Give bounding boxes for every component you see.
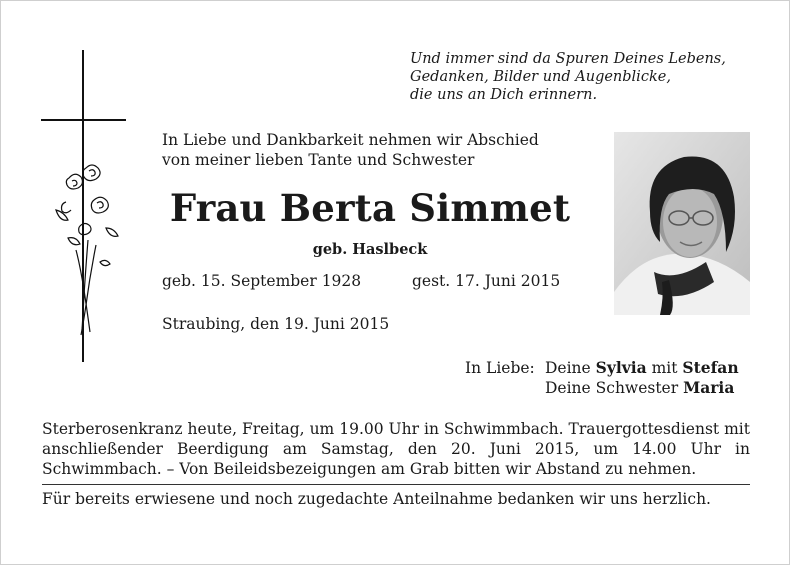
mourners-block [465, 358, 765, 398]
intro-line: In Liebe und Dankbarkeit nehmen wir Abschied [162, 131, 539, 149]
mourners-row [465, 358, 765, 378]
divider [42, 484, 750, 485]
deceased-name: Frau Berta Simmet [169, 186, 571, 230]
poem-line: Und immer sind da Spuren Deines Lebens, [410, 51, 726, 67]
mourners-row [465, 378, 765, 398]
portrait-photo [614, 132, 750, 315]
intro-text [162, 130, 602, 170]
mourner-entry: Deine Sylvia mit Stefan [545, 358, 739, 377]
birth-date: geb. 15. September 1928 [162, 272, 362, 290]
death-date: gest. 17. Juni 2015 [412, 272, 561, 290]
mourners-label: In Liebe: [465, 359, 535, 377]
mourner-name: Sylvia [595, 358, 647, 377]
poem-line: Gedanken, Bilder und Augenblicke, [410, 69, 671, 85]
funeral-notice: Sterberosenkranz heute, Freitag, um 19.00 Uhr in Schwimmbach. Trauergottesdienst mit anschließender Beerdigung am Samstag, den 20. Juni 2015, um 14.00 Uhr in Schwimmbach. – Von Beileidsbezeigungen am Grab bitten wir Abstand zu nehmen. [42, 420, 750, 478]
thanks-text: Für bereits erwiesene und noch zugedachte Anteilnahme bedanken wir uns herzlich. [42, 490, 711, 508]
life-dates [162, 272, 582, 290]
intro-line: von meiner lieben Tante und Schwester [162, 151, 475, 169]
place-and-date: Straubing, den 19. Juni 2015 [162, 315, 390, 333]
cross-with-roses-icon [36, 50, 136, 370]
poem-line: die uns an Dich erinnern. [410, 87, 598, 103]
mourner-entry: Deine Schwester Maria [545, 378, 735, 397]
mourner-name: Maria [683, 378, 735, 397]
memorial-poem [410, 50, 780, 104]
birth-name: geb. Haslbeck [312, 241, 428, 258]
mourner-name: Stefan [682, 358, 739, 377]
